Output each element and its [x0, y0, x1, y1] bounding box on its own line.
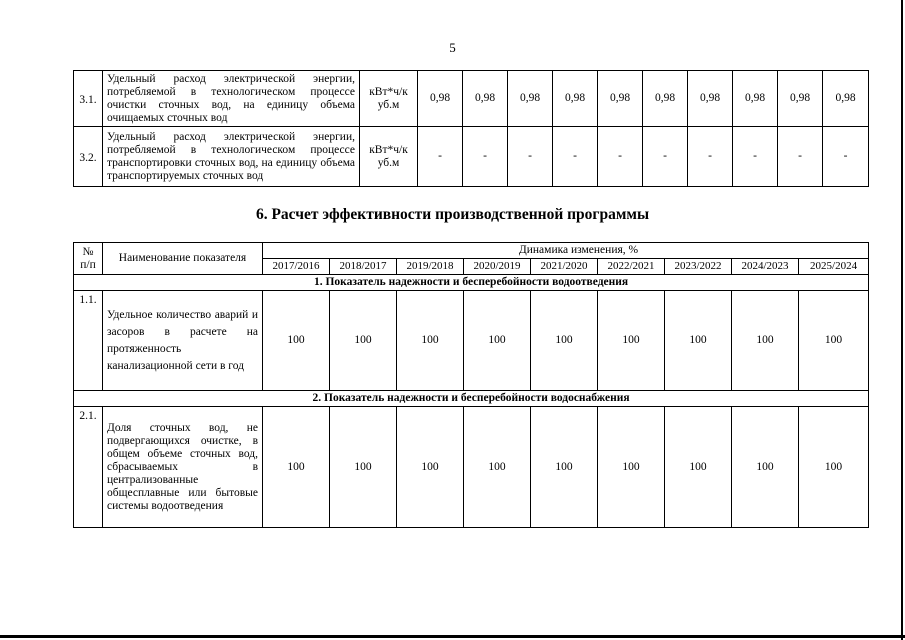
value-cell: - [778, 127, 823, 187]
energy-indicators-table [73, 70, 869, 187]
column-header-number: № п/п [74, 243, 103, 275]
indicator-name: Доля сточных вод, не подвергающихся очистке, в общем объеме сточных вод, сбрасываемых в централизованные общесплавные или бытовые системы водоотведения [103, 407, 263, 528]
row-number: 2.1. [74, 407, 103, 528]
value-cell: 100 [732, 407, 799, 528]
value-cell: - [508, 127, 553, 187]
value-cell: - [598, 127, 643, 187]
value-cell: - [463, 127, 508, 187]
value-cell: 100 [397, 407, 464, 528]
value-cell: 0,98 [553, 71, 598, 127]
section-heading: 6. Расчет эффективности производственной программы [255, 206, 650, 223]
value-cell: 100 [330, 291, 397, 391]
year-header: 2024/2023 [732, 259, 799, 275]
table-row [74, 127, 869, 187]
unit-cell: кВт*ч/к уб.м [360, 71, 418, 127]
value-cell: 100 [598, 407, 665, 528]
year-header: 2017/2016 [263, 259, 330, 275]
value-cell: 0,98 [643, 71, 688, 127]
year-header: 2023/2022 [665, 259, 732, 275]
value-cell: 0,98 [508, 71, 553, 127]
value-cell: 100 [732, 291, 799, 391]
year-header: 2021/2020 [531, 259, 598, 275]
value-cell: 100 [464, 291, 531, 391]
page-edge-bottom [0, 635, 905, 638]
section-title: 2. Показатель надежности и бесперебойности водоснабжения [74, 391, 869, 407]
row-number: 3.1. [74, 71, 103, 127]
value-cell: - [553, 127, 598, 187]
table-row [74, 407, 869, 528]
value-cell: - [823, 127, 869, 187]
value-cell: 0,98 [733, 71, 778, 127]
year-header: 2025/2024 [799, 259, 869, 275]
table-row [74, 71, 869, 127]
section-title: 1. Показатель надежности и бесперебойности водоотведения [74, 275, 869, 291]
section-title-row [74, 275, 869, 291]
value-cell: 100 [531, 291, 598, 391]
value-cell: - [643, 127, 688, 187]
value-cell: 100 [665, 407, 732, 528]
column-header-name: Наименование показателя [103, 243, 263, 275]
column-header-dynamics: Динамика изменения, % [263, 243, 869, 259]
indicator-name: Удельный расход электрической энергии, потребляемой в технологическом процессе очистки сточных вод, на единицу объема очищаемых сточных вод [103, 71, 360, 127]
value-cell: 0,98 [418, 71, 463, 127]
row-number: 1.1. [74, 291, 103, 391]
value-cell: - [733, 127, 778, 187]
indicator-name: Удельный расход электрической энергии, потребляемой в технологическом процессе транспортировки сточных вод, на единицу объема транспортируемых сточных вод [103, 127, 360, 187]
value-cell: 0,98 [598, 71, 643, 127]
value-cell: 100 [598, 291, 665, 391]
row-number: 3.2. [74, 127, 103, 187]
value-cell: - [418, 127, 463, 187]
value-cell: 100 [397, 291, 464, 391]
value-cell: 100 [799, 291, 869, 391]
value-cell: 100 [799, 407, 869, 528]
unit-cell: кВт*ч/к уб.м [360, 127, 418, 187]
value-cell: 100 [330, 407, 397, 528]
value-cell: 0,98 [463, 71, 508, 127]
value-cell: 100 [531, 407, 598, 528]
value-cell: 100 [263, 291, 330, 391]
value-cell: 100 [464, 407, 531, 528]
efficiency-table [73, 242, 869, 528]
year-header: 2019/2018 [397, 259, 464, 275]
table-row [74, 291, 869, 391]
page-edge-right [901, 0, 903, 640]
header-row [74, 243, 869, 259]
value-cell: 100 [665, 291, 732, 391]
year-header: 2020/2019 [464, 259, 531, 275]
year-header: 2018/2017 [330, 259, 397, 275]
value-cell: 0,98 [823, 71, 869, 127]
year-header: 2022/2021 [598, 259, 665, 275]
page-number: 5 [449, 40, 456, 55]
indicator-name: Удельное количество аварий и засоров в расчете на протяженность канализационной сети в год [103, 291, 263, 391]
value-cell: 0,98 [778, 71, 823, 127]
value-cell: 0,98 [688, 71, 733, 127]
value-cell: - [688, 127, 733, 187]
value-cell: 100 [263, 407, 330, 528]
section-title-row [74, 391, 869, 407]
